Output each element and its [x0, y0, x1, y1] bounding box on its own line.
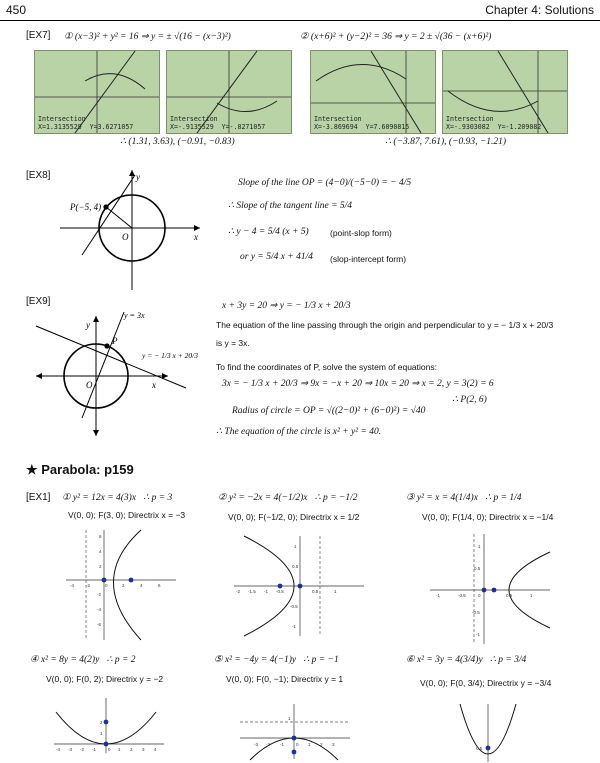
g1-xtick: -2	[86, 583, 91, 588]
g4-xtick: 3	[142, 747, 145, 752]
g5-xtick: -1	[280, 742, 285, 747]
ex8-tag: [EX8]	[26, 170, 51, 181]
parabola-item-4-eq: ④ x² = 8y = 4(2)y ∴ p = 2	[30, 655, 136, 665]
page-header	[0, 0, 600, 21]
ex8-line2: ∴ Slope of the tangent line = 5/4	[228, 201, 353, 211]
ex8-diagram	[60, 170, 200, 290]
g4-xtick: 2	[130, 747, 133, 752]
g2-xtick: -0.5	[276, 589, 284, 594]
g4-xtick: 0	[108, 747, 111, 752]
ex7-p1-eq: ① (x−3)² + y² = 16 ⇒ y = ± √(16 − (x−3)²)	[64, 32, 231, 42]
ex8-line3: ∴ y − 4 = 5/4 (x + 5)	[228, 227, 309, 237]
ex8-x-label: x	[194, 232, 198, 242]
ex9-y-label: y	[86, 320, 90, 330]
g5-xtick: 2	[320, 742, 323, 747]
ex7-p2-eq: ② (x+6)² + (y−2)² = 36 ⇒ y = 2 ± √(36 − (x+6)²)	[300, 32, 492, 42]
g2-xtick: 1	[334, 589, 337, 594]
g1-xtick: 4	[140, 583, 143, 588]
ex9-conclusion: ∴ The equation of the circle is x² + y² = 40.	[216, 427, 382, 437]
g3-ytick: -0.5	[472, 610, 480, 615]
g4-ytick: 2	[100, 720, 103, 725]
g2-ytick: 1	[294, 544, 297, 549]
ex9-text1b: is y = 3x.	[216, 338, 250, 348]
ex9-line-label: y = 3x	[124, 311, 145, 320]
g3-ytick: -1	[476, 632, 481, 637]
page-number: 450	[6, 3, 27, 17]
parabola-item-5-eq: ⑤ x² = −4y = 4(−1)y ∴ p = −1	[214, 655, 339, 665]
parabola-graph-1	[66, 530, 176, 640]
ex8-line4-note: (slop-intercept form)	[330, 254, 407, 264]
g5-ytick: 1	[288, 716, 291, 721]
g2-ytick: -1	[292, 624, 297, 629]
g2-xtick: 0.5	[312, 589, 319, 594]
g1-ytick: -6	[97, 622, 102, 627]
calc-screen-3: Intersection X=-3.869694 Y=7.6090815	[310, 50, 436, 134]
g3-xtick: -0.5	[458, 593, 466, 598]
parabola-item-4-info: V(0, 0); F(0, 2); Directrix y = −2	[46, 674, 164, 684]
g5-xtick: 3	[332, 742, 335, 747]
parabola-ex1-tag: [EX1]	[26, 492, 51, 503]
parabola-graph-5	[240, 704, 350, 759]
ex9-radius: Radius of circle = OP = √((2−0)² + (6−0)²) = √40	[232, 406, 426, 416]
ex8-line4: or y = 5/4 x + 41/4	[240, 252, 313, 262]
ex7-p2-answer: ∴ (−3.87, 7.61), (−0.93, −1.21)	[385, 137, 507, 147]
g3-xtick: -1	[436, 593, 441, 598]
calc-screen-1: Intersection X=1.3135529 Y=3.6271057	[34, 50, 160, 134]
parabola-graph-2	[234, 536, 364, 636]
g4-xtick: -4	[56, 747, 61, 752]
ex8-line3-note: (point-slop form)	[330, 228, 392, 238]
ex9-tag: [EX9]	[26, 296, 51, 307]
g5-xtick: -2	[266, 742, 271, 747]
parabola-item-2-eq: ② y² = −2x = 4(−1/2)x ∴ p = −1/2	[218, 493, 358, 503]
ex8-line1: Slope of the line OP = (4−0)/(−5−0) = − 4/5	[238, 178, 412, 188]
parabola-item-1-eq: ① y² = 12x = 4(3)x ∴ p = 3	[62, 493, 173, 503]
g3-ytick: 1	[478, 544, 481, 549]
g1-ytick: -2	[97, 592, 102, 597]
g5-xtick: 0	[296, 742, 299, 747]
calc-screen-4: Intersection X=-.9303082 Y=-1.209082	[442, 50, 568, 134]
parabola-section-title: ★ Parabola: p159	[26, 462, 134, 477]
ex7-p1-answer: ∴ (1.31, 3.63), (−0.91, −0.83)	[120, 137, 235, 147]
parabola-item-3-info: V(0, 0); F(1/4, 0); Directrix x = −1/4	[422, 512, 554, 522]
g4-xtick: 1	[118, 747, 121, 752]
g4-xtick: -2	[80, 747, 85, 752]
g1-ytick: 6	[99, 534, 102, 539]
g1-xtick: -4	[70, 583, 75, 588]
g1-ytick: 2	[99, 564, 102, 569]
g1-ytick: 4	[99, 549, 102, 554]
ex9-solve: 3x = − 1/3 x + 20/3 ⇒ 9x = −x + 20 ⇒ 10x = 20 ⇒ x = 2, y = 3(2) = 6	[222, 379, 494, 389]
ex9-point-label: P	[112, 336, 118, 346]
ex9-point: ∴ P(2, 6)	[452, 395, 487, 405]
parabola-item-3-eq: ③ y² = x = 4(1/4)x ∴ p = 1/4	[406, 493, 522, 503]
parabola-item-2-info: V(0, 0); F(−1/2, 0); Directrix x = 1/2	[228, 512, 360, 522]
ex9-eq1: x + 3y = 20 ⇒ y = − 1/3 x + 20/3	[222, 301, 351, 311]
g1-xtick: 0	[105, 583, 108, 588]
calc-screen-2: Intersection X=-.9135529 Y=-.8271057	[166, 50, 292, 134]
ex9-origin-label: O	[86, 380, 93, 390]
ex8-point-label: P(−5, 4)	[70, 202, 102, 212]
g5-xtick: -3	[254, 742, 259, 747]
ex8-origin-label: O	[122, 232, 129, 242]
ex9-line2-label: y = − 1/3 x + 20/3	[142, 351, 199, 360]
parabola-graph-3	[430, 534, 550, 644]
g4-xtick: -3	[68, 747, 73, 752]
g2-ytick: 0.5	[292, 564, 299, 569]
parabola-graph-6	[430, 704, 540, 762]
g4-xtick: -1	[92, 747, 97, 752]
g4-ytick: 1	[100, 731, 103, 736]
ex9-x-label: x	[152, 380, 156, 390]
g4-xtick: 4	[154, 747, 157, 752]
chapter-title: Chapter 4: Solutions	[485, 3, 594, 17]
g1-ytick: -4	[97, 607, 102, 612]
g2-xtick: -1	[264, 589, 269, 594]
g2-ytick: -0.5	[290, 604, 298, 609]
g5-xtick: 1	[308, 742, 311, 747]
ex9-text1: The equation of the line passing through the origin and perpendicular to y = − 1/3 x + 20/3	[216, 320, 554, 330]
g2-xtick: -2	[236, 589, 241, 594]
g3-xtick: 1	[530, 593, 533, 598]
ex7-tag: [EX7]	[26, 30, 51, 41]
g3-xtick: 0.5	[506, 593, 513, 598]
ex9-text2: To find the coordinates of P, solve the system of equations:	[216, 362, 437, 372]
parabola-graph-4	[54, 698, 164, 753]
ex8-y-label: y	[136, 172, 140, 182]
g2-xtick: -1.5	[248, 589, 256, 594]
g3-xtick: 0	[478, 593, 481, 598]
g1-xtick: 6	[158, 583, 161, 588]
parabola-item-1-info: V(0, 0); F(3, 0); Directrix x = −3	[68, 510, 186, 520]
ex9-diagram	[36, 308, 206, 438]
g6-ytick: 0.5	[476, 746, 483, 751]
parabola-item-5-info: V(0, 0); F(0, −1); Directrix y = 1	[226, 674, 344, 684]
g3-ytick: 0.5	[474, 566, 481, 571]
parabola-item-6-info: V(0, 0); F(0, 3/4); Directrix y = −3/4	[420, 678, 552, 688]
parabola-item-6-eq: ⑥ x² = 3y = 4(3/4)y ∴ p = 3/4	[406, 655, 527, 665]
g1-xtick: 2	[122, 583, 125, 588]
